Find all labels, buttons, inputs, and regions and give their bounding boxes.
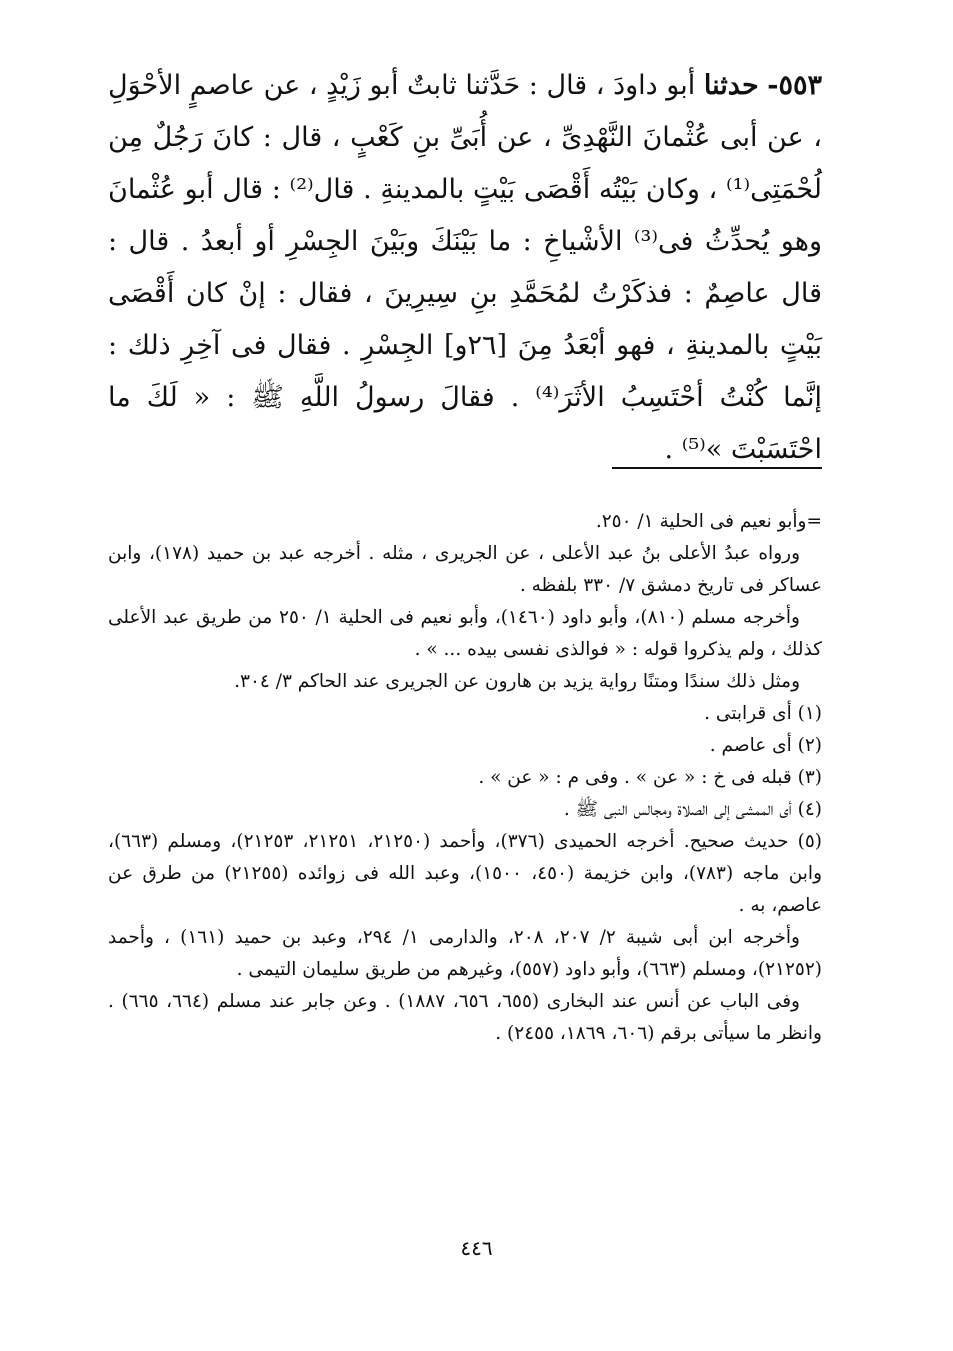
footnote-line: وأخرجه ابن أبى شيبة ٢/ ٢٠٧، ٢٠٨، والدارمى ١/ ٢٩٤، وعبد بن حميد (١٦١) ، وأحمد (٢١٢٥٢)، ومسلم (٦٦٣)، وأبو داود (٥٥٧)، وغيرهم من طريق سليمان التيمى . bbox=[108, 927, 822, 980]
footnote-line: وفى الباب عن أنس عند البخارى (٦٥٥، ٦٥٦، ١٨٨٧) . وعن جابر عند مسلم (٦٦٤، ٦٦٥) . وانظر ما سيأتى برقم (٦٠٦، ١٨٦٩، ٢٤٥٥) . bbox=[108, 991, 822, 1044]
footnote-line: (٢) أى عاصم . bbox=[709, 735, 822, 756]
footnotes bbox=[108, 506, 822, 1050]
footnote-separator bbox=[612, 467, 822, 469]
footnote-line: ومثل ذلك سندًا ومتنًا رواية يزيد بن هارون عن الجريرى عند الحاكم ٣/ ٣٠٤. bbox=[234, 671, 800, 692]
hadith-number: ٥٥٣- bbox=[767, 70, 822, 101]
footnote-line: (٣) قبله فى خ : « عن » . وفى م : « عن » . bbox=[478, 767, 822, 788]
footnote-line: =وأبو نعيم فى الحلية ١/ ٢٥٠. bbox=[595, 511, 822, 532]
hadith-lead: حدثنا bbox=[703, 70, 759, 101]
footnote-line: (٤) أى الممشى إلى الصلاة ومجالس النبى ﷺ . bbox=[563, 799, 822, 820]
page-number: ٤٤٦ bbox=[460, 1236, 493, 1260]
hadith-paragraph bbox=[108, 60, 822, 476]
footnote-line: ورواه عبدُ الأعلى بنُ عبد الأعلى ، عن الجريرى ، مثله . أخرجه عبد بن حميد (١٧٨)، وابن عساكر فى تاريخ دمشق ٧/ ٣٣٠ بلفظه . bbox=[108, 543, 822, 596]
hadith-text: أبو داودَ ، قال : حَدَّثنا ثابتٌ أبو زَيْدٍ ، عن عاصمٍ الأحْوَلِ ، عن أبى عُثْمانَ النَّهْدِىِّ ، عن أُبَىِّ بنِ كَعْبٍ ، قال : كانَ رَجُلٌ مِن لُحْمَتِى⁽¹⁾ ، وكان بَيْتُه أَقْصَى بَيْتٍ بالمدينةِ . قال⁽²⁾ : قال أبو عُثْمانَ وهو يُحدِّثُ فى⁽³⁾ الأشْياخِ : ما بَيْنَكَ وبَيْنَ الجِسْرِ أو أبعدُ . قال : قال عاصِمٌ : فذكَرْتُ لمُحَمَّدِ بنِ سِيرِينَ ، فقال : إنْ كان أَقْصَى بَيْتٍ بالمدينةِ ، فهو أبْعَدُ مِنَ [٢٦و] الجِسْرِ . فقال فى آخِرِ ذلك : إنَّما كُنْتُ أحْتَسِبُ الأثَرَ⁽⁴⁾ . فقالَ رسولُ اللَّهِ ﷺ : « لَكَ ما احْتَسَبْتَ »⁽⁵⁾ . bbox=[108, 70, 823, 465]
footnote-line: (١) أى قرابتى . bbox=[704, 703, 822, 724]
footnote-line: وأخرجه مسلم (٨١٠)، وأبو داود (١٤٦٠)، وأبو نعيم فى الحلية ١/ ٢٥٠ من طريق عبد الأعلى كذلك ، ولم يذكروا قوله : « فوالذى نفسى بيده ... » . bbox=[108, 607, 822, 660]
footnote-line: (٥) حديث صحيح. أخرجه الحميدى (٣٧٦)، وأحمد (٢١٢٥٠، ٢١٢٥١، ٢١٢٥٣)، ومسلم (٦٦٣)، وابن ماجه (٧٨٣)، وابن خزيمة (٤٥٠، ١٥٠٠)، وعبد الله فى زوائده (٢١٢٥٥) من طرق عن عاصم، به . bbox=[108, 831, 822, 916]
